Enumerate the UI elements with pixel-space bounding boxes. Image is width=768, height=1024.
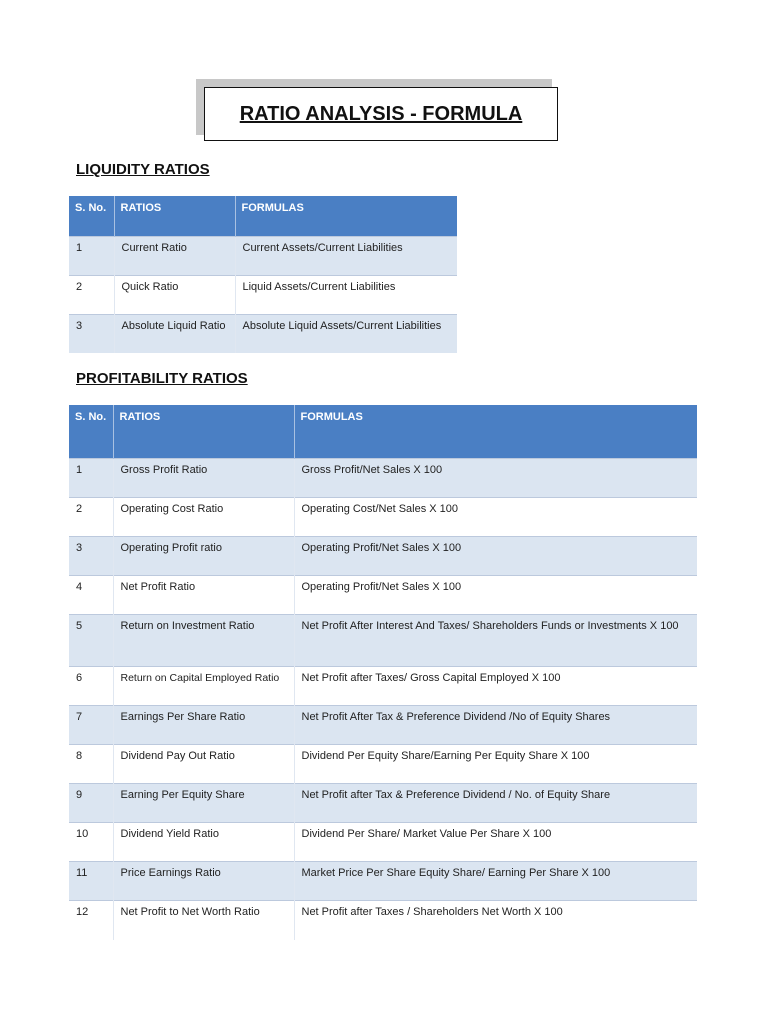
liquidity-header-row — [69, 196, 457, 236]
row-sno: 6 — [69, 666, 113, 705]
profitability-table — [69, 405, 697, 940]
liquidity-table — [69, 196, 457, 353]
col-header-sno: S. No. — [69, 196, 114, 236]
row-formula: Net Profit after Taxes / Shareholders Net Worth X 100 — [294, 900, 697, 940]
row-formula: Operating Profit/Net Sales X 100 — [294, 575, 697, 614]
col-header-ratios: RATIOS — [113, 405, 294, 458]
row-ratio: Return on Investment Ratio — [113, 614, 294, 666]
table-row — [69, 900, 697, 940]
row-formula: Gross Profit/Net Sales X 100 — [294, 458, 697, 497]
col-header-formulas: FORMULAS — [294, 405, 697, 458]
col-header-formulas: FORMULAS — [235, 196, 457, 236]
row-sno: 1 — [69, 458, 113, 497]
row-sno: 1 — [69, 236, 114, 275]
row-formula: Operating Cost/Net Sales X 100 — [294, 497, 697, 536]
row-formula: Net Profit after Taxes/ Gross Capital Employed X 100 — [294, 666, 697, 705]
table-row — [69, 236, 457, 275]
row-sno: 10 — [69, 822, 113, 861]
row-formula: Net Profit After Interest And Taxes/ Shareholders Funds or Investments X 100 — [294, 614, 697, 666]
row-ratio: Return on Capital Employed Ratio — [113, 666, 294, 705]
row-sno: 7 — [69, 705, 113, 744]
row-ratio: Gross Profit Ratio — [113, 458, 294, 497]
row-sno: 9 — [69, 783, 113, 822]
col-header-sno: S. No. — [69, 405, 113, 458]
table-row — [69, 275, 457, 314]
row-ratio: Operating Cost Ratio — [113, 497, 294, 536]
row-formula: Liquid Assets/Current Liabilities — [235, 275, 457, 314]
row-formula: Dividend Per Equity Share/Earning Per Equity Share X 100 — [294, 744, 697, 783]
row-formula: Net Profit after Tax & Preference Dividend / No. of Equity Share — [294, 783, 697, 822]
row-formula: Market Price Per Share Equity Share/ Earning Per Share X 100 — [294, 861, 697, 900]
row-formula: Dividend Per Share/ Market Value Per Share X 100 — [294, 822, 697, 861]
row-formula: Absolute Liquid Assets/Current Liabilities — [235, 314, 457, 353]
table-row — [69, 536, 697, 575]
row-sno: 8 — [69, 744, 113, 783]
table-row — [69, 314, 457, 353]
row-formula: Net Profit After Tax & Preference Dividend /No of Equity Shares — [294, 705, 697, 744]
row-sno: 4 — [69, 575, 113, 614]
table-row — [69, 666, 697, 705]
row-ratio: Earning Per Equity Share — [113, 783, 294, 822]
table-row — [69, 744, 697, 783]
profitability-header-row — [69, 405, 697, 458]
row-formula: Operating Profit/Net Sales X 100 — [294, 536, 697, 575]
row-ratio: Earnings Per Share Ratio — [113, 705, 294, 744]
table-row — [69, 822, 697, 861]
row-ratio: Price Earnings Ratio — [113, 861, 294, 900]
table-row — [69, 861, 697, 900]
profitability-heading: PROFITABILITY RATIOS — [76, 370, 248, 387]
row-sno: 2 — [69, 497, 113, 536]
liquidity-heading: LIQUIDITY RATIOS — [76, 161, 210, 178]
table-row — [69, 575, 697, 614]
row-sno: 2 — [69, 275, 114, 314]
row-ratio: Net Profit Ratio — [113, 575, 294, 614]
row-ratio: Net Profit to Net Worth Ratio — [113, 900, 294, 940]
row-formula: Current Assets/Current Liabilities — [235, 236, 457, 275]
row-ratio: Quick Ratio — [114, 275, 235, 314]
col-header-ratios: RATIOS — [114, 196, 235, 236]
row-sno: 12 — [69, 900, 113, 940]
row-sno: 11 — [69, 861, 113, 900]
row-ratio: Absolute Liquid Ratio — [114, 314, 235, 353]
row-sno: 3 — [69, 314, 114, 353]
table-row — [69, 614, 697, 666]
row-sno: 3 — [69, 536, 113, 575]
row-ratio: Operating Profit ratio — [113, 536, 294, 575]
row-ratio: Current Ratio — [114, 236, 235, 275]
row-sno: 5 — [69, 614, 113, 666]
table-row — [69, 783, 697, 822]
row-ratio: Dividend Yield Ratio — [113, 822, 294, 861]
table-row — [69, 705, 697, 744]
table-row — [69, 458, 697, 497]
row-ratio: Dividend Pay Out Ratio — [113, 744, 294, 783]
table-row — [69, 497, 697, 536]
page-title: RATIO ANALYSIS - FORMULA — [204, 87, 558, 141]
